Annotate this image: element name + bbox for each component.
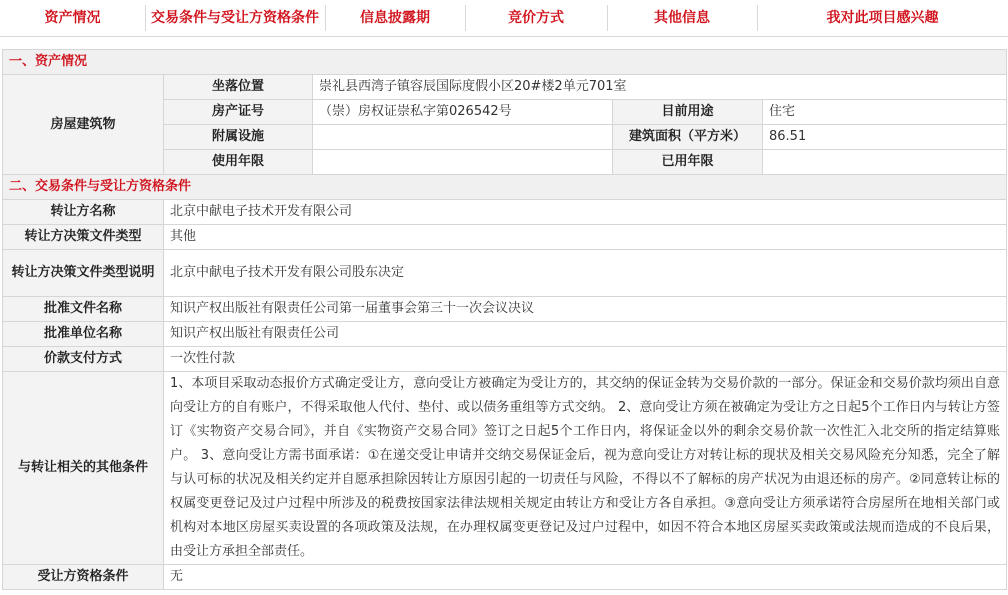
project-info-table [2, 49, 1007, 590]
table-row [3, 225, 1007, 250]
location-value: 崇礼县西湾子镇容辰国际度假小区20#楼2单元701室 [313, 75, 1007, 100]
tab-asset[interactable]: 资产情况 [44, 10, 101, 26]
tab-trade-conditions[interactable]: 交易条件与受让方资格条件 [151, 10, 319, 26]
table-row [3, 200, 1007, 225]
tab-other-info[interactable]: 其他信息 [654, 10, 710, 26]
table-row [3, 322, 1007, 347]
cert-value: （崇）房权证崇私字第026542号 [313, 100, 613, 125]
approval-unit-value: 知识产权出版社有限责任公司 [164, 322, 1007, 347]
table-row [3, 565, 1007, 590]
payment-method-label: 价款支付方式 [3, 347, 164, 372]
term-value [313, 150, 613, 175]
top-nav [0, 0, 1008, 36]
table-row [3, 75, 1007, 100]
other-conditions-value: 1、本项目采取动态报价方式确定受让方，意向受让方被确定为受让方的，其交纳的保证金转为交易价款的一部分。保证金和交易价款均须出自意向受让方的自有账户，不得采取他人代付、垫付、或以债务重组等方式交纳。 2、意向受让方须在被确定为受让方之日起5个工作日内与转让方签订《实物资产交易合同》，并自《实物资产交易合同》签订之日起5个工作日内，将保证金以外的剩余交易价款一次性汇入北交所的指定结算账户。 3、意向受让方需书面承诺：①在递交受让申请并交纳交易保证金后，视为意向受让方对转让标的现状及相关交易风险充分知悉，完全了解与认可标的状况及相关约定并自愿承担除因转让方原因引起的一切责任与风险，不得以不了解标的房产状况为由退还标的房产。②同意转让标的权属变更登记及过户过程中所涉及的税费按国家法律法规相关规定由转让方和受让方各自承担。③意向受让方须承诺符合房屋所在地相关部门或机构对本地区房屋买卖设置的各项政策及法规，在办理权属变更登记及过户过程中，如因不符合本地区房屋买卖政策或法规而造成的不良后果，由受让方承担全部责任。 [164, 372, 1007, 565]
approval-doc-label: 批准文件名称 [3, 297, 164, 322]
nav-bottom-border [0, 36, 1008, 37]
decision-doc-type-value: 其他 [164, 225, 1007, 250]
area-value: 86.51 [763, 125, 1007, 150]
usage-label: 目前用途 [613, 100, 763, 125]
section-header-row [3, 50, 1007, 75]
approval-doc-value: 知识产权出版社有限责任公司第一届董事会第三十一次会议决议 [164, 297, 1007, 322]
location-label: 坐落位置 [164, 75, 313, 100]
section-title-trade: 二、交易条件与受让方资格条件 [3, 175, 1007, 200]
other-conditions-label: 与转让相关的其他条件 [3, 372, 164, 565]
tab-disclosure-period[interactable]: 信息披露期 [360, 10, 430, 26]
qualification-label: 受让方资格条件 [3, 565, 164, 590]
section-header-row [3, 175, 1007, 200]
table-row [3, 347, 1007, 372]
table-row [3, 297, 1007, 322]
usage-value: 住宅 [763, 100, 1007, 125]
used-years-value [763, 150, 1007, 175]
approval-unit-label: 批准单位名称 [3, 322, 164, 347]
decision-doc-type-label: 转让方决策文件类型 [3, 225, 164, 250]
table-row [3, 250, 1007, 297]
interested-button[interactable]: 我对此项目感兴趣 [826, 10, 939, 26]
decision-doc-desc-label: 转让方决策文件类型说明 [3, 250, 164, 297]
term-label: 使用年限 [164, 150, 313, 175]
area-label: 建筑面积（平方米） [613, 125, 763, 150]
transferor-label: 转让方名称 [3, 200, 164, 225]
cert-label: 房产证号 [164, 100, 313, 125]
table-row [3, 372, 1007, 565]
qualification-value: 无 [164, 565, 1007, 590]
decision-doc-desc-value: 北京中献电子技术开发有限公司股东决定 [164, 250, 1007, 297]
section-title-asset: 一、资产情况 [3, 50, 1007, 75]
used-years-label: 已用年限 [613, 150, 763, 175]
group-label-building: 房屋建筑物 [3, 75, 164, 175]
tab-bidding-method[interactable]: 竞价方式 [508, 10, 564, 26]
facility-value [313, 125, 613, 150]
payment-method-value: 一次性付款 [164, 347, 1007, 372]
facility-label: 附属设施 [164, 125, 313, 150]
transferor-value: 北京中献电子技术开发有限公司 [164, 200, 1007, 225]
